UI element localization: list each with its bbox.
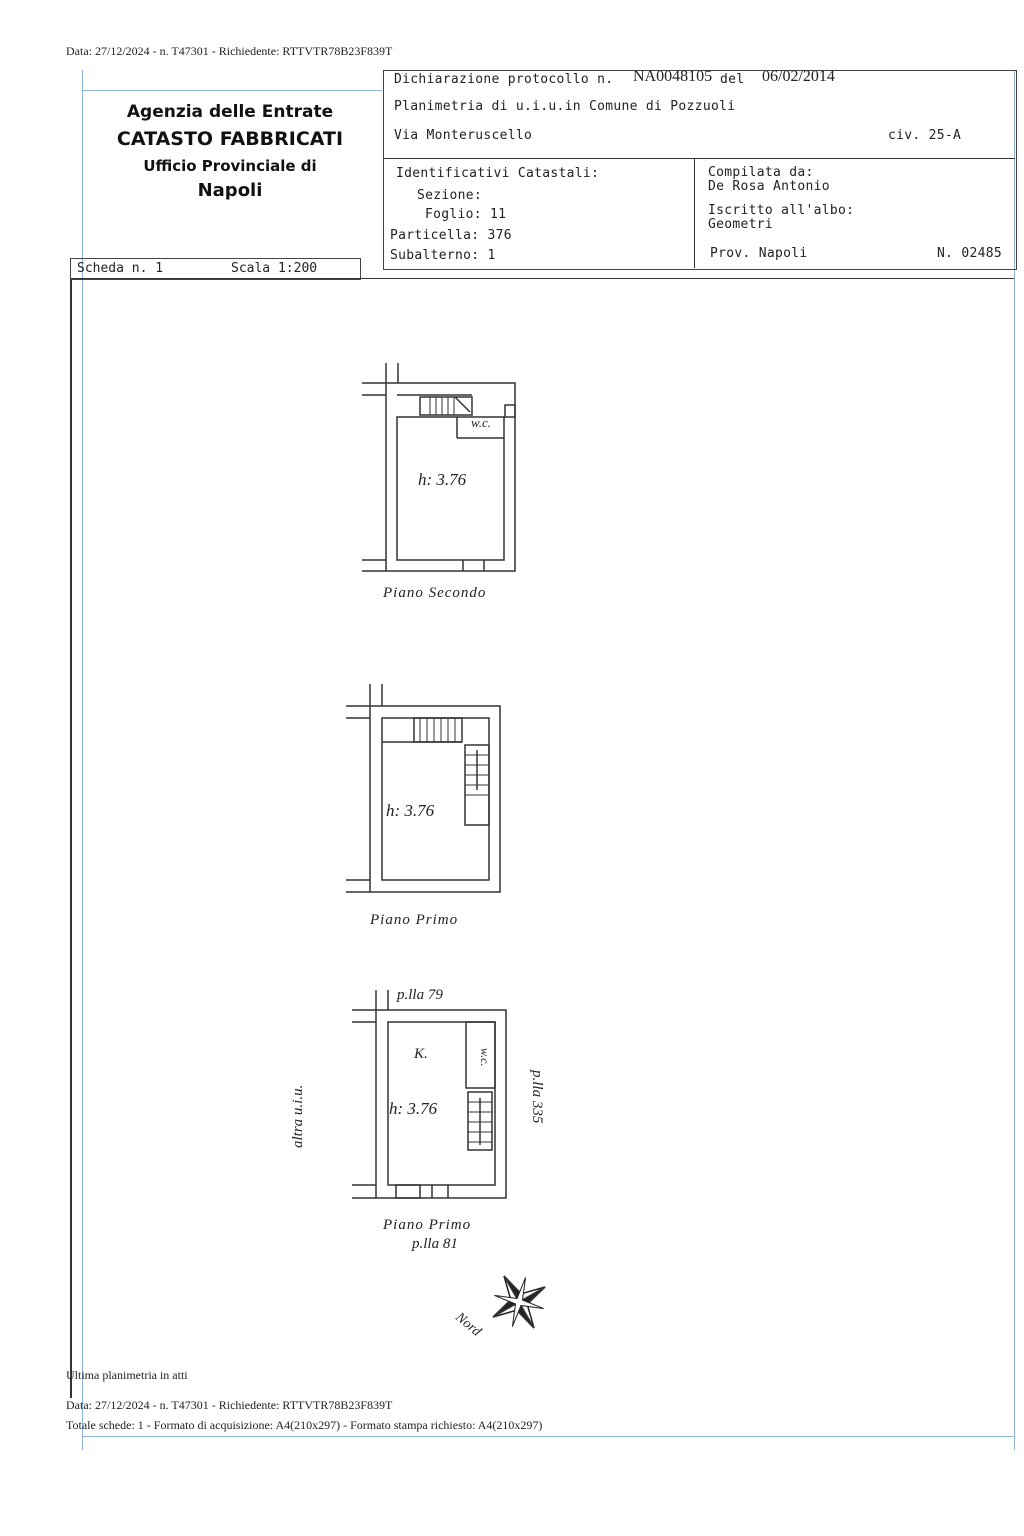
identificativi-title: Identificativi Catastali: bbox=[396, 166, 600, 181]
scale-label: Scala 1:200 bbox=[231, 261, 318, 276]
terra-right-label: p.lla 335 bbox=[529, 1070, 545, 1124]
planimetria-title: Planimetria di u.i.u.in Comune di Pozzuoli bbox=[394, 99, 736, 114]
secondo-caption: Piano Secondo bbox=[383, 585, 487, 601]
terra-height-label: h: 3.76 bbox=[389, 1099, 438, 1118]
terra-kitchen-label: K. bbox=[414, 1046, 428, 1062]
sezione: Sezione: bbox=[417, 188, 483, 203]
protocol-label: Dichiarazione protocollo n. bbox=[394, 72, 614, 87]
compass-rose-icon bbox=[478, 1261, 560, 1343]
protocol-date: 06/02/2014 bbox=[762, 68, 835, 85]
del-label: del bbox=[720, 72, 745, 87]
secondo-wc-label: w.c. bbox=[471, 415, 491, 430]
registration-number: N. 02485 bbox=[937, 246, 1003, 261]
terra-bottom-label: p.lla 81 bbox=[412, 1236, 458, 1252]
compilata-name: De Rosa Antonio bbox=[708, 179, 830, 194]
terra-left-label: altra u.i.u. bbox=[290, 1084, 306, 1148]
footer-data: Data: 27/12/2024 - n. T47301 - Richiedente: RTTVTR78B23F839T bbox=[66, 1398, 393, 1412]
request-info-line: Data: 27/12/2024 - n. T47301 - Richiedente: RTTVTR78B23F839T bbox=[66, 44, 393, 58]
agency-name: Agenzia delle Entrate bbox=[126, 102, 334, 122]
address: Via Monteruscello bbox=[394, 128, 533, 143]
footer-ultima: Ultima planimetria in atti bbox=[66, 1368, 188, 1382]
terra-caption: Piano Primo bbox=[383, 1217, 472, 1233]
scheda-number: Scheda n. 1 bbox=[77, 261, 164, 276]
foglio: Foglio: 11 bbox=[425, 207, 507, 222]
primo-caption: Piano Primo bbox=[370, 912, 459, 928]
protocol-number: NA0048105 bbox=[633, 68, 713, 85]
office-label: Ufficio Provinciale di bbox=[143, 157, 317, 175]
footer-totale: Totale schede: 1 - Formato di acquisizione: A4(210x297) - Formato stampa richiesto: A4(210x297) bbox=[66, 1418, 543, 1432]
primo-height-label: h: 3.76 bbox=[386, 801, 435, 820]
plan-piano-primo bbox=[346, 684, 500, 892]
subalterno: Subalterno: 1 bbox=[390, 248, 496, 263]
province: Prov. Napoli bbox=[710, 246, 808, 261]
plan-piano-secondo bbox=[362, 363, 515, 571]
civic-number: civ. 25-A bbox=[888, 128, 962, 143]
terra-top-label: p.lla 79 bbox=[397, 987, 443, 1003]
iscritto-label: Iscritto all'albo: bbox=[708, 203, 855, 218]
particella: Particella: 376 bbox=[390, 228, 512, 243]
office-city: Napoli bbox=[197, 180, 263, 201]
compilata-label: Compilata da: bbox=[708, 165, 814, 180]
secondo-height-label: h: 3.76 bbox=[418, 470, 467, 489]
compass-north-label: Nord bbox=[452, 1310, 484, 1340]
iscritto-value: Geometri bbox=[708, 217, 774, 232]
terra-wc-label: w.c. bbox=[478, 1048, 492, 1067]
plan-piano-terra bbox=[352, 990, 506, 1198]
catasto-title: CATASTO FABBRICATI bbox=[116, 128, 344, 150]
